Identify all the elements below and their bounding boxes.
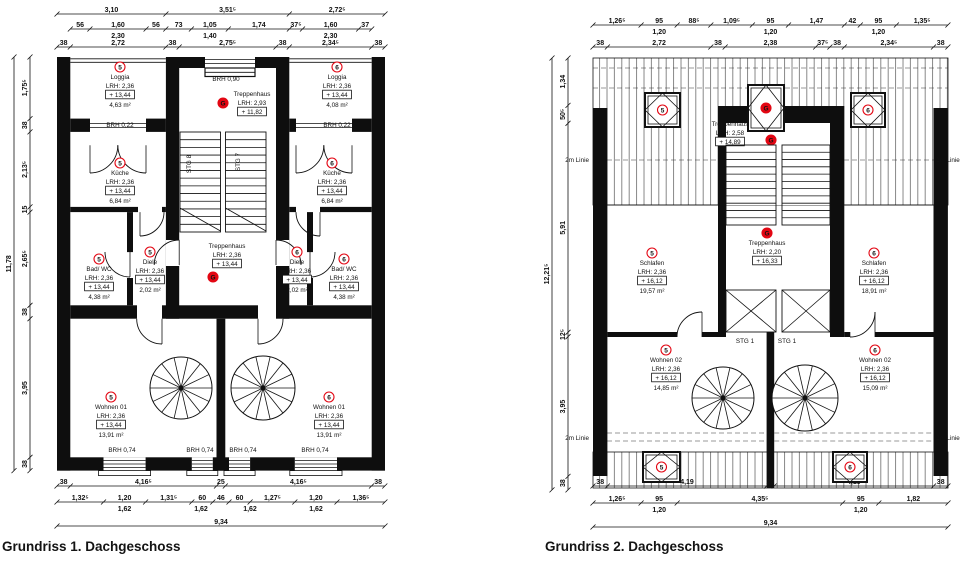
room-level: + 16,12: [864, 375, 886, 382]
room-area: 4,38 m²: [333, 294, 355, 301]
wall-segment: [166, 68, 179, 319]
wall-segment: [289, 119, 296, 132]
dimension-value: 11,78: [6, 255, 13, 273]
dimension-value: 12⁵: [560, 328, 567, 341]
dimension-value: 38: [59, 479, 68, 486]
dimension-value: 12,21⁵: [544, 263, 551, 285]
room-level: + 16,12: [863, 278, 885, 285]
stair-flight: [226, 132, 267, 232]
dimension-value: 38: [596, 40, 605, 47]
dimension-subvalue: 1,62: [243, 506, 257, 513]
room-lrh: LRH: 2,36: [282, 268, 312, 275]
dimension-value: 9,34: [763, 520, 778, 527]
room-label: [208, 243, 245, 282]
room-area: 6,84 m²: [321, 198, 343, 205]
wall-segment: [224, 471, 255, 476]
room-level: + 13,44: [109, 92, 131, 99]
unit-number: 5: [660, 107, 665, 115]
dimension-value: 2,65⁵: [22, 250, 29, 268]
room-name: Treppenhaus: [233, 91, 271, 98]
dimension-value: 56: [152, 22, 160, 29]
floorplan-1-drawing: [0, 0, 430, 565]
dimension-value: 38: [59, 40, 68, 47]
dimension-value: 2,34⁵: [322, 40, 339, 47]
room-name: Wohnen 01: [312, 404, 346, 411]
drawing-primitive: [140, 212, 164, 236]
caption-plan-2: Grundriss 2. Dachgeschoss: [545, 539, 724, 554]
dimension-row: [6, 55, 17, 474]
dimension-value: 38: [714, 40, 722, 47]
wall-segment: [166, 240, 179, 266]
room-level: + 13,44: [139, 277, 161, 284]
wall-segment: [57, 57, 70, 471]
drawing-primitive: [850, 312, 875, 337]
room-area: 4,38 m²: [88, 294, 110, 301]
room-level: + 13,44: [321, 188, 343, 195]
dimension-row: [560, 56, 571, 493]
room-level: + 13,44: [88, 284, 110, 291]
room-name: Wohnen 02: [858, 357, 892, 364]
room-area: 18,91 m²: [861, 288, 887, 295]
annotation-text: BRH 0,74: [186, 447, 214, 454]
unit-number: 5: [659, 464, 664, 472]
dimension-value: 9,34: [214, 519, 228, 526]
room-lrh: LRH: 2,36: [212, 252, 242, 259]
wall-segment: [205, 57, 255, 68]
drawing-primitive: [310, 252, 335, 277]
unit-number: 6: [327, 394, 331, 402]
dimension-value: 2,72: [652, 40, 666, 47]
wall-segment: [70, 207, 138, 212]
annotation-text: STG 1: [735, 338, 755, 345]
room-lrh: LRH: 2,36: [859, 269, 889, 276]
room-label: [859, 345, 892, 392]
room-level: + 14,89: [719, 139, 741, 146]
dimension-value: 2,72⁵: [328, 7, 346, 14]
room-name: Wohnen 02: [649, 357, 683, 364]
wall-segment: [290, 471, 342, 476]
room-name: Bad/ WC: [86, 266, 112, 273]
dimension-value: 25: [217, 479, 225, 486]
dimension-value: 37⁵: [290, 22, 302, 29]
wall-segment: [283, 305, 372, 318]
room-lrh: LRH: 2,36: [637, 269, 667, 276]
dimension-value: 38: [22, 460, 29, 468]
dimension-value: 56: [76, 22, 84, 29]
room-lrh: LRH: 2,58: [715, 130, 745, 137]
dimension-value: 38: [936, 479, 945, 486]
room-label: [85, 254, 114, 301]
wall-segment: [718, 123, 726, 337]
dimension-value: 1,05: [203, 22, 217, 29]
dimension-value: 88⁵: [688, 18, 700, 25]
dimension-subvalue: 1,62: [117, 506, 132, 513]
dimension-value: 38: [560, 479, 567, 488]
dimension-value: 20: [766, 479, 775, 486]
wall-segment: [844, 332, 850, 337]
dimension-value: 1,75⁵: [22, 79, 29, 97]
dimension-subvalue: 2,30: [111, 33, 125, 40]
dimension-value: 1,27⁵: [263, 495, 281, 502]
skylight: [645, 93, 680, 127]
annotation-text: 2m Linie: [565, 435, 589, 442]
dimension-value: 38: [168, 40, 177, 47]
room-name: Treppenhaus: [748, 240, 786, 247]
dimension-subvalue: 1,40: [203, 33, 217, 40]
unit-number: 6: [330, 160, 334, 168]
room-name: Treppenhaus: [208, 243, 246, 250]
wall-segment: [767, 332, 775, 488]
dimension-subvalue: 1,20: [652, 29, 667, 36]
dimension-value: 1,35⁵: [913, 18, 931, 25]
wall-segment: [307, 212, 313, 252]
unit-number: G: [210, 274, 216, 282]
dimension-value: 3,51⁵: [219, 7, 237, 14]
dimension-row: [544, 56, 555, 493]
floorplan-2-drawing: [530, 0, 960, 565]
room-area: 4,63 m²: [109, 102, 131, 109]
dimension-value: 37: [361, 22, 370, 29]
dimension-value: 46: [217, 495, 225, 502]
room-name: Schlafen: [861, 260, 887, 267]
spiral-stair: [231, 356, 295, 420]
drawing-primitive: [296, 145, 324, 173]
dimension-value: 1,36⁵: [352, 495, 370, 502]
dimension-value: 1,26⁵: [608, 496, 626, 503]
unit-number: 5: [664, 347, 668, 355]
dimension-value: 1,60: [323, 22, 338, 29]
dimension-subvalue: 1,62: [194, 506, 208, 513]
annotation-text: BRH 0,22: [106, 122, 134, 129]
dimension-value: 38: [833, 40, 841, 47]
dimension-value: 3,95: [22, 381, 29, 395]
dimension-row: [68, 22, 374, 32]
room-label: [749, 228, 786, 265]
unit-number: 6: [866, 107, 870, 115]
dimension-row: [591, 18, 951, 28]
dimension-value: 15: [22, 205, 29, 214]
unit-number: 6: [872, 250, 876, 258]
dimension-value: 2,75⁵: [219, 40, 237, 47]
unit-number: 5: [109, 394, 113, 402]
unit-number: 6: [848, 464, 852, 472]
wall-segment: [607, 332, 677, 337]
dimension-value: 38: [374, 40, 383, 47]
room-lrh: LRH: 2,36: [329, 275, 359, 282]
dimension-value: 38: [596, 479, 605, 486]
wall-segment: [70, 119, 90, 132]
room-name: Diele: [289, 259, 305, 266]
dimension-value: 1,32⁵: [71, 495, 89, 502]
wall-segment: [276, 240, 289, 266]
room-name: Diele: [142, 259, 158, 266]
room-level: + 13,44: [333, 284, 355, 291]
room-lrh: LRH: 2,36: [322, 83, 352, 90]
room-level: + 13,44: [286, 277, 308, 284]
unit-number: 6: [873, 347, 877, 355]
wall-segment: [593, 108, 607, 476]
wall-segment: [217, 319, 226, 471]
annotation-text: BRH 0,22: [323, 122, 351, 129]
room-label: [218, 91, 270, 116]
dimension-subvalue: 1,62: [309, 506, 323, 513]
room-lrh: LRH: 2,36: [317, 179, 347, 186]
annotation-text: BRH 0,74: [229, 447, 257, 454]
dimension-subvalue: 1,20: [652, 507, 667, 514]
dimension-value: 37⁵: [817, 40, 829, 47]
room-lrh: LRH: 2,36: [314, 413, 344, 420]
dimension-value: 38: [22, 308, 29, 316]
dimension-value: 73: [174, 22, 183, 29]
dimension-subvalue: 1,20: [763, 29, 778, 36]
room-label: [136, 247, 165, 294]
drawing-primitive: [105, 252, 130, 277]
room-label: [860, 248, 889, 295]
annotation-text: STG 8: [186, 154, 193, 174]
dimension-value: 38: [22, 121, 29, 130]
room-lrh: LRH: 2,36: [105, 83, 135, 90]
room-level: + 16,12: [641, 278, 663, 285]
dimension-value: 2,13⁵: [22, 160, 29, 178]
room-area: 19,57 m²: [639, 288, 665, 295]
unit-number: 5: [148, 249, 152, 257]
unit-number: 5: [97, 256, 101, 264]
skylight: [643, 452, 680, 482]
wall-segment: [187, 471, 218, 476]
room-name: Küche: [111, 170, 129, 177]
room-label: [323, 62, 352, 109]
room-area: 13,91 m²: [98, 432, 124, 439]
annotation-text: BRH 0,74: [301, 447, 329, 454]
room-name: Bad/ WC: [331, 266, 357, 273]
wall-segment: [127, 212, 133, 252]
unit-number: G: [763, 105, 769, 113]
dimension-value: 1,26⁵: [608, 18, 626, 25]
wall-segment: [875, 332, 934, 337]
room-area: 2,02 m²: [286, 287, 308, 294]
dimension-value: 1,60: [111, 22, 125, 29]
dimension-row: [591, 496, 951, 506]
dimension-value: 38: [374, 479, 383, 486]
dimension-value: 1,74: [252, 22, 266, 29]
dimension-value: 4,19: [680, 479, 694, 486]
room-level: + 13,44: [326, 92, 348, 99]
dimension-value: 42: [848, 18, 857, 25]
annotation-text: 2m Linie: [936, 435, 960, 442]
dimension-value: 95: [655, 18, 664, 25]
unit-number: G: [220, 100, 226, 108]
wall-segment: [70, 305, 137, 318]
room-name: Wohnen 01: [94, 404, 128, 411]
dimension-value: 1,20: [309, 495, 323, 502]
dimension-value: 2,38: [763, 40, 778, 47]
skylight: [748, 85, 784, 131]
dimension-value: 3,10: [104, 7, 119, 14]
stair-flight: [180, 132, 221, 232]
dimension-value: 2,72: [111, 40, 125, 47]
room-level: + 16,33: [756, 258, 778, 265]
caption-plan-1: Grundriss 1. Dachgeschoss: [2, 539, 181, 554]
spiral-center: [179, 386, 184, 391]
dimension-value: 1,34: [560, 74, 567, 89]
wall-segment: [162, 207, 166, 212]
dimension-value: 1,31⁵: [160, 495, 178, 502]
dimension-value: 4,16⁵: [289, 479, 307, 486]
room-area: 13,91 m²: [316, 432, 342, 439]
dimension-value: 95: [655, 496, 664, 503]
room-area: 2,02 m²: [139, 287, 161, 294]
room-label: [650, 345, 683, 392]
annotation-text: 2m Linie: [565, 157, 589, 164]
room-name: Loggia: [110, 74, 130, 81]
dimension-row: [55, 479, 388, 489]
unit-number: G: [764, 230, 770, 238]
dimension-row: [55, 519, 388, 529]
annotation-text: STG 7: [235, 152, 242, 172]
room-name: Küche: [323, 170, 341, 177]
room-label: [313, 392, 346, 439]
wall-segment: [830, 123, 844, 337]
dimension-value: 2,34⁵: [880, 40, 898, 47]
room-lrh: LRH: 2,93: [237, 100, 267, 107]
drawing-primitive: [324, 145, 352, 173]
dimension-value: 5,91: [560, 220, 567, 235]
room-label: [330, 254, 359, 301]
room-area: 15,09 m²: [862, 385, 888, 392]
room-lrh: LRH: 2,36: [96, 413, 126, 420]
room-lrh: LRH: 2,36: [105, 179, 135, 186]
spiral-stair: [772, 365, 838, 431]
dimension-row: [591, 520, 951, 530]
wall-segment: [289, 207, 296, 212]
room-lrh: LRH: 2,36: [135, 268, 165, 275]
dimension-value: 4,35⁵: [751, 496, 769, 503]
room-lrh: LRH: 2,20: [752, 249, 782, 256]
unit-number: 5: [118, 160, 122, 168]
drawing-primitive: [226, 208, 267, 231]
room-name: Loggia: [327, 74, 347, 81]
spiral-center: [721, 396, 726, 401]
dimension-row: [55, 7, 388, 17]
unit-number: 6: [295, 249, 299, 257]
room-level: + 13,44: [109, 188, 131, 195]
dimension-subvalue: 2,30: [323, 33, 338, 40]
dimension-value: 1,47: [809, 18, 824, 25]
spiral-stair: [692, 367, 754, 429]
room-area: 14,85 m²: [653, 385, 679, 392]
room-level: + 13,44: [318, 422, 340, 429]
annotation-text: 2m Linie: [936, 157, 960, 164]
wall-segment: [352, 119, 372, 132]
unit-number: 5: [650, 250, 654, 258]
dimension-value: 50⁵: [560, 108, 567, 120]
room-level: + 11,82: [241, 109, 263, 116]
room-label: [106, 62, 135, 109]
wall-segment: [320, 207, 372, 212]
dimension-value: 60: [235, 495, 244, 502]
room-name: Treppenhaus: [711, 121, 749, 128]
dimension-row: [55, 495, 388, 505]
drawing-primitive: [90, 145, 118, 173]
drawing-primitive: [180, 208, 221, 231]
wall-segment: [99, 471, 151, 476]
dimension-value: 38: [278, 40, 287, 47]
dimension-value: 1,82: [906, 496, 921, 503]
spiral-center: [803, 396, 808, 401]
skylight: [833, 452, 867, 482]
unit-number: 5: [118, 64, 122, 72]
dimension-value: 95: [766, 18, 775, 25]
room-label: [638, 248, 667, 295]
room-level: + 13,44: [100, 422, 122, 429]
annotation-text: BRH 0,90: [212, 76, 240, 83]
unit-number: 6: [335, 64, 339, 72]
dimension-value: 95: [874, 18, 883, 25]
dimension-value: 95: [856, 496, 865, 503]
dimension-subvalue: 1,20: [871, 29, 886, 36]
drawing-primitive: [258, 319, 283, 344]
dimension-row: [591, 40, 951, 50]
skylight: [851, 93, 885, 127]
drawing-primitive: [677, 312, 702, 337]
dimension-subvalue: 1,20: [853, 507, 868, 514]
dimension-value: 1,09⁵: [723, 18, 741, 25]
room-label: [95, 392, 128, 439]
wall-segment: [162, 305, 258, 318]
annotation-text: STG 1: [777, 338, 797, 345]
wall-segment: [372, 57, 385, 471]
room-area: 6,84 m²: [109, 198, 131, 205]
annotation-text: BRH 0,74: [108, 447, 136, 454]
wall-segment: [702, 332, 718, 337]
wall-segment: [146, 119, 166, 132]
room-level: + 13,44: [216, 261, 238, 268]
dimension-value: 38: [936, 40, 945, 47]
unit-number: 6: [342, 256, 346, 264]
dimension-value: 1,20: [117, 495, 132, 502]
unit-number: G: [768, 137, 774, 145]
room-lrh: LRH: 2,36: [860, 366, 890, 373]
spiral-center: [261, 386, 266, 391]
room-level: + 16,12: [655, 375, 677, 382]
dimension-value: 3,95: [560, 399, 567, 414]
dimension-value: 60: [198, 495, 207, 502]
room-area: 4,08 m²: [326, 102, 348, 109]
room-label: [318, 158, 347, 205]
room-lrh: LRH: 2,36: [651, 366, 681, 373]
dimension-value: 4,16⁵: [134, 479, 152, 486]
wall-segment: [127, 278, 133, 305]
room-lrh: LRH: 2,36: [84, 275, 114, 282]
drawing-primitive: [137, 319, 162, 344]
spiral-stair: [150, 357, 212, 419]
dimension-row: [22, 55, 33, 474]
room-name: Schlafen: [639, 260, 665, 267]
dimension-row: [55, 40, 388, 50]
